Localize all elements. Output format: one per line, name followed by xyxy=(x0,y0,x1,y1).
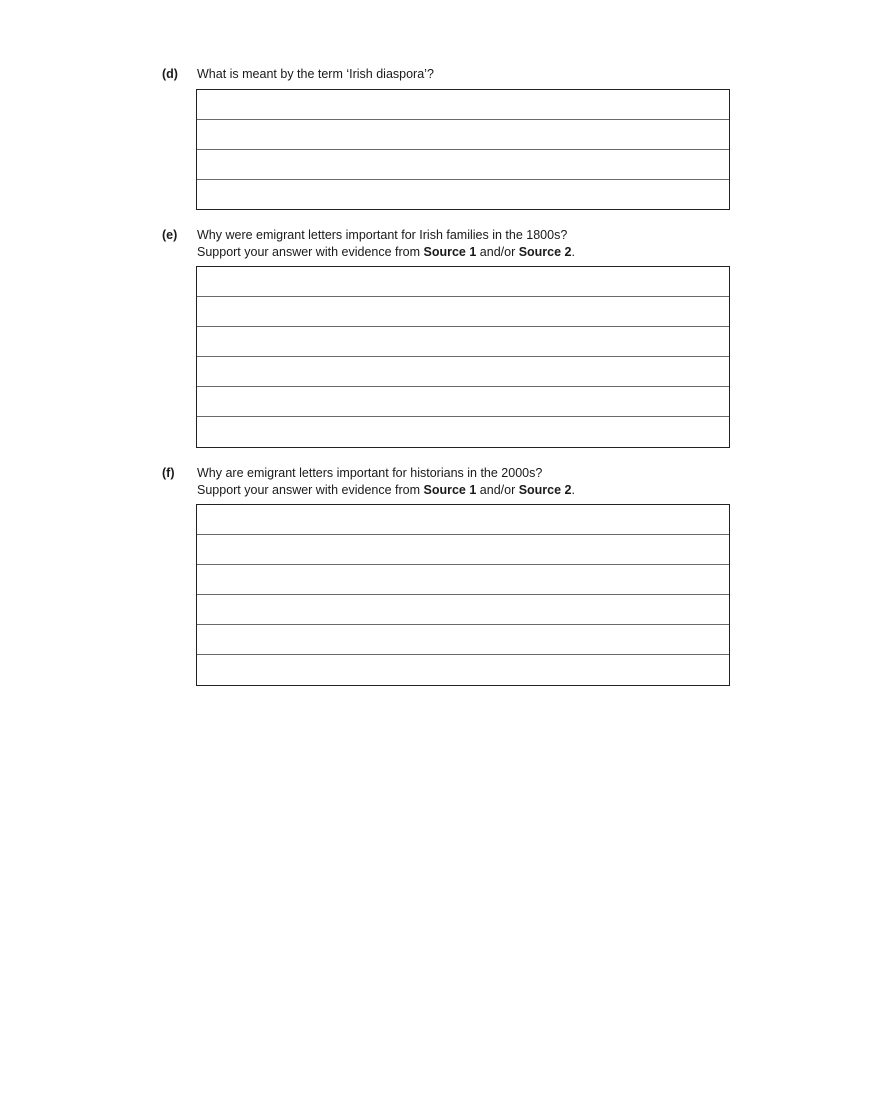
question-support-text xyxy=(197,244,575,261)
answer-line[interactable] xyxy=(197,535,729,565)
answer-line[interactable] xyxy=(197,387,729,417)
answer-line[interactable] xyxy=(197,505,729,535)
answer-line[interactable] xyxy=(197,120,729,150)
support-suffix: . xyxy=(571,245,575,259)
answer-box-d xyxy=(196,89,730,210)
answer-box-e xyxy=(196,266,730,448)
support-suffix: . xyxy=(571,483,575,497)
answer-line[interactable] xyxy=(197,150,729,180)
question-label: (e) xyxy=(162,228,178,242)
question-label: (f) xyxy=(162,466,175,480)
source-1-ref: Source 1 xyxy=(423,483,477,497)
answer-box-f xyxy=(196,504,730,686)
source-1-ref: Source 1 xyxy=(423,245,477,259)
question-label: (d) xyxy=(162,67,178,81)
support-prefix: Support your answer with evidence from xyxy=(197,483,424,497)
answer-line[interactable] xyxy=(197,180,729,210)
support-middle: and/or xyxy=(476,483,519,497)
answer-line[interactable] xyxy=(197,327,729,357)
question-text: Why were emigrant letters important for Irish families in the 1800s? xyxy=(197,228,568,242)
answer-line[interactable] xyxy=(197,297,729,327)
question-text: What is meant by the term ‘Irish diaspora’? xyxy=(197,67,434,81)
answer-line[interactable] xyxy=(197,595,729,625)
support-prefix: Support your answer with evidence from xyxy=(197,245,424,259)
answer-line[interactable] xyxy=(197,655,729,685)
support-middle: and/or xyxy=(476,245,519,259)
question-text: Why are emigrant letters important for historians in the 2000s? xyxy=(197,466,543,480)
answer-line[interactable] xyxy=(197,417,729,447)
question-support-text xyxy=(197,482,575,499)
answer-line[interactable] xyxy=(197,90,729,120)
answer-line[interactable] xyxy=(197,267,729,297)
answer-line[interactable] xyxy=(197,357,729,387)
source-2-ref: Source 2 xyxy=(518,245,572,259)
answer-line[interactable] xyxy=(197,565,729,595)
source-2-ref: Source 2 xyxy=(518,483,572,497)
answer-line[interactable] xyxy=(197,625,729,655)
